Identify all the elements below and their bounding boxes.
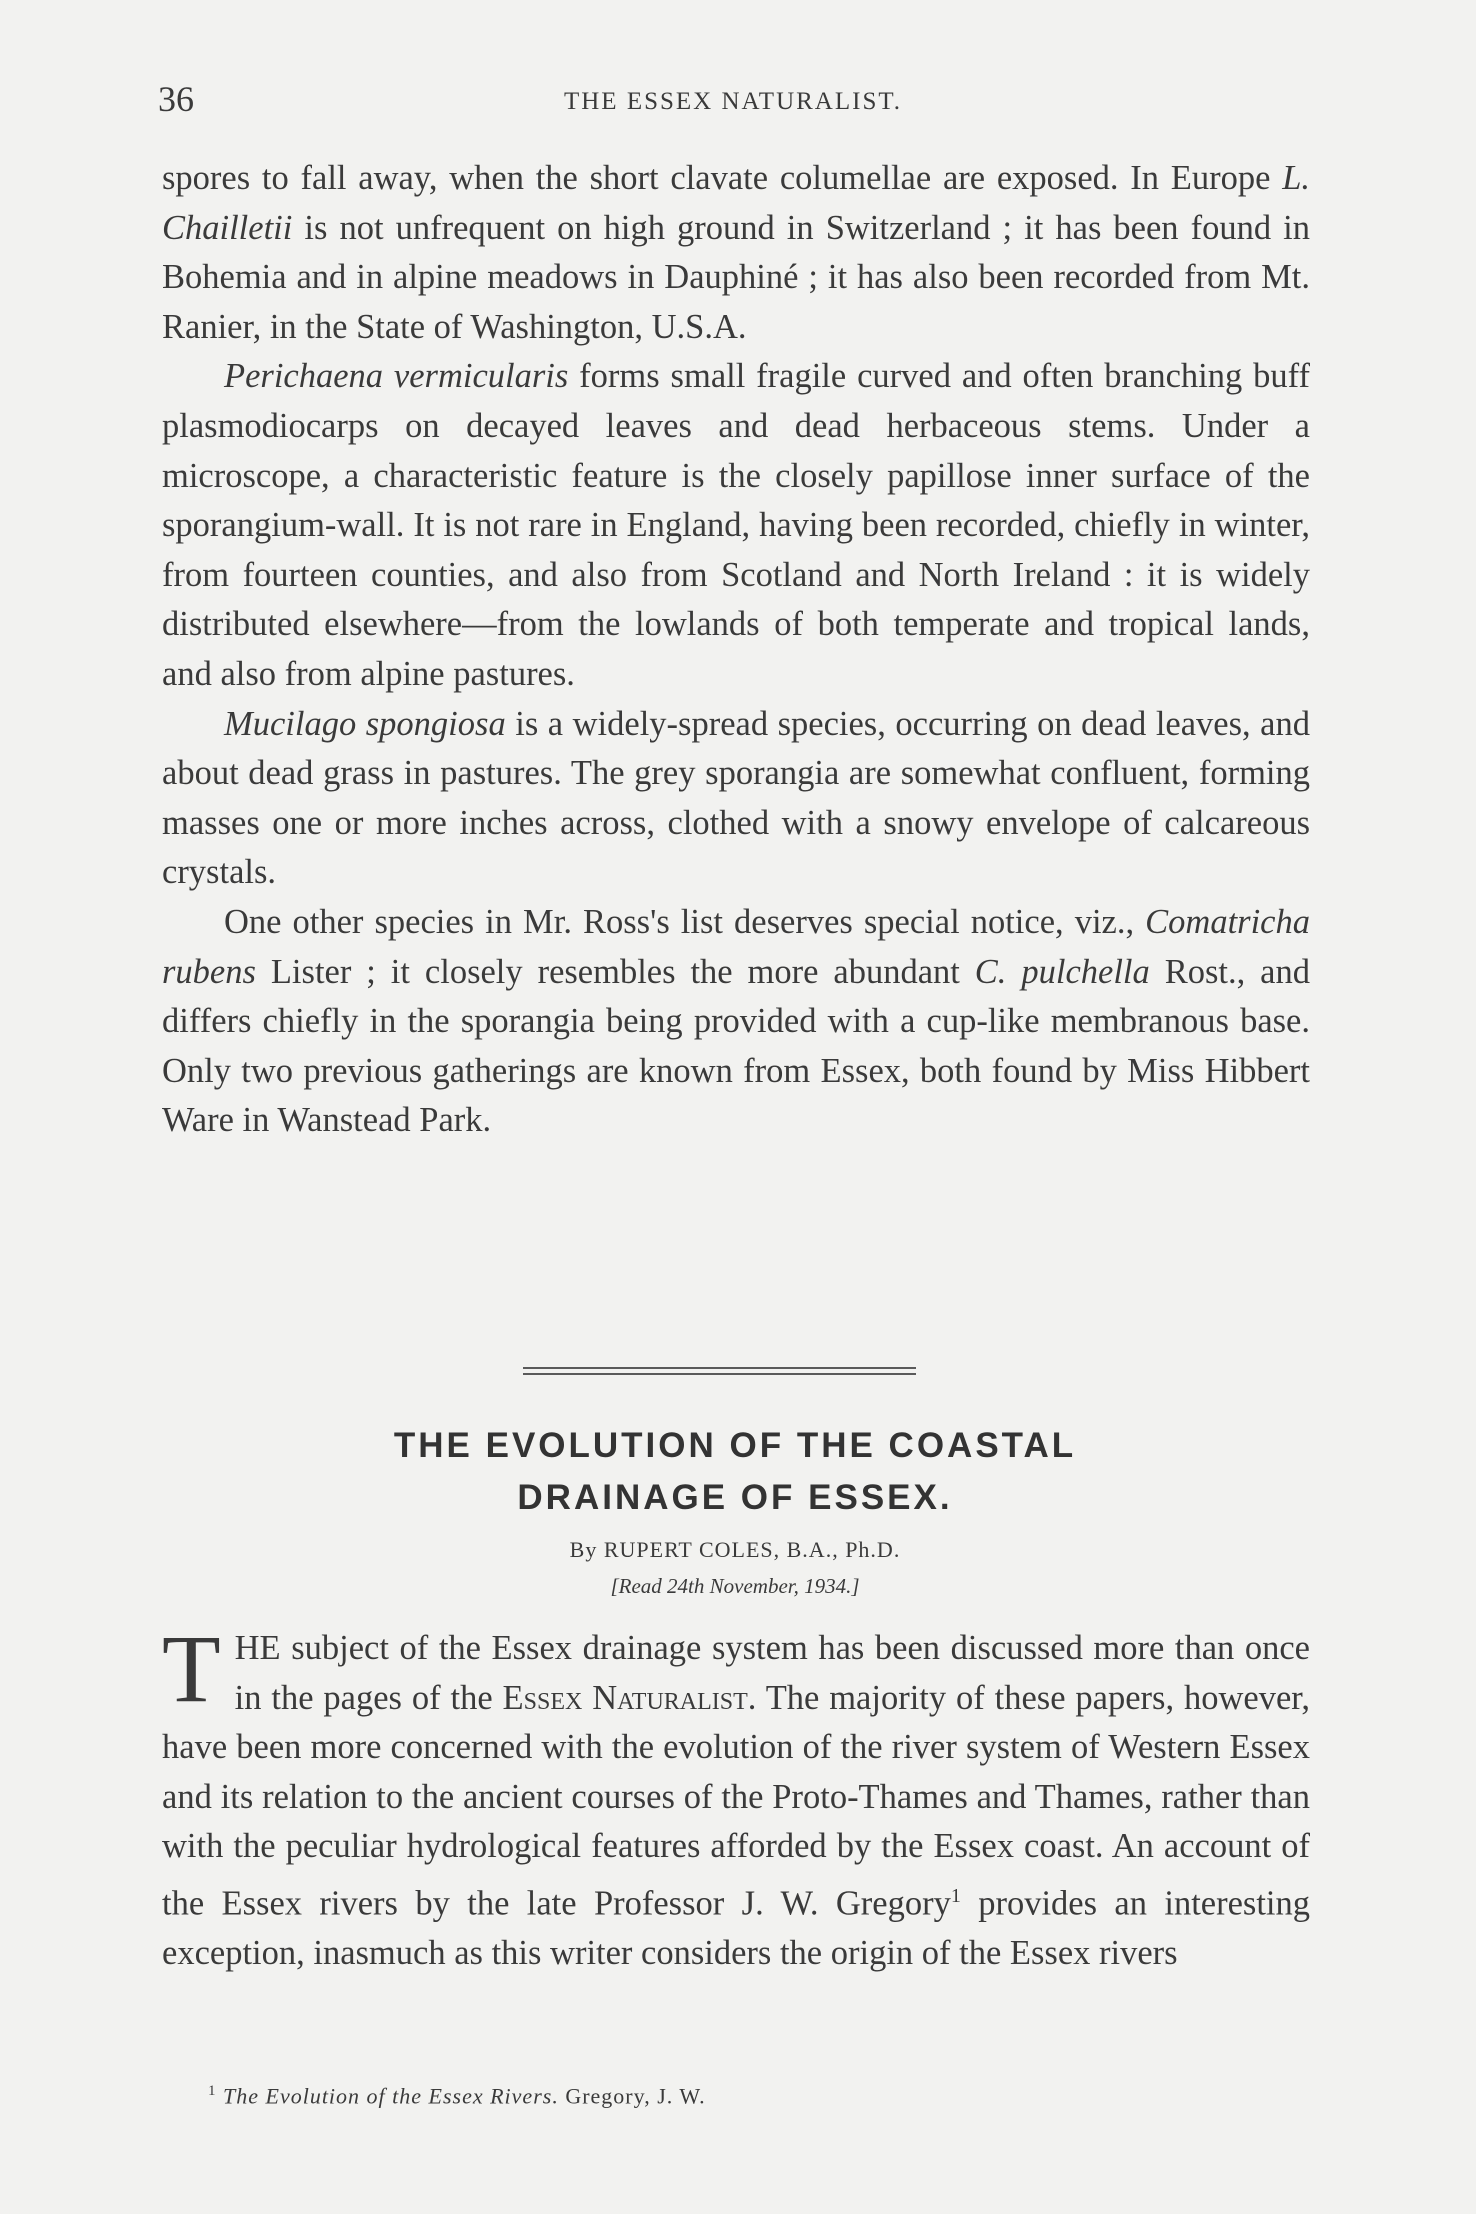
footnote-marker: 1: [208, 2083, 217, 2099]
paragraph-3: Mucilago spongiosa is a widely-spread species, occurring on dead leaves, and about dead grass in pastures. The grey sporangia are somewhat confluent, forming masses one or more inches across, clothed with a snowy envelope of calcareous crystals.: [162, 704, 1310, 892]
paragraph-4: One other species in Mr. Ross's list deserves special notice, viz., Comatricha rubens Lister ; it closely resembles the more abundant C. pulchella Rost., and differs chiefly in the sporangia being provided with a cup-like membranous base. Only two previous gatherings are known from Essex, both found by Miss Hibbert Ware in Wanstead Park.: [162, 902, 1310, 1140]
article-title-line-2: DRAINAGE OF ESSEX.: [517, 1478, 953, 1517]
article-body: [162, 1615, 1311, 1979]
journal-title: THE ESSEX NATURALIST.: [563, 88, 903, 115]
section-divider: [523, 1367, 916, 1379]
article-title-line-1: THE EVOLUTION OF THE COASTAL: [393, 1426, 1077, 1465]
page-number: 36: [158, 79, 194, 119]
article-paragraph: THE subject of the Essex drainage system has been discussed more than once in the pages of the Essex Naturalist. The majority of these papers, however, have been more concerned with the evolution of the river system of Western Essex and its relation to the ancient courses of the Proto-Thames and Thames, rather than with the peculiar hydrological features afforded by the Essex coast. An account of the Essex rivers by the late Professor J. W. Gregory$^1$ provides an interesting exception, inasmuch as this writer considers the origin of the Essex rivers: [162, 1615, 1311, 1973]
drop-cap: T: [162, 1615, 221, 1722]
paragraph-2: Perichaena vermicularis forms small fragile curved and often branching buff plasmodiocarps on decayed leaves and dead herbaceous stems. Under a microscope, a characteristic feature is the closely papillose inner surface of the sporangium-wall. It is not rare in England, having been recorded, chiefly in winter, from fourteen counties, and also from Scotland and North Ireland : it is widely distributed elsewhere—from the lowlands of both temperate and tropical lands, and also from alpine pastures.: [162, 357, 1310, 693]
byline: By RUPERT COLES, B.A., Ph.D.: [569, 1537, 901, 1562]
footnote-author: Gregory, J. W.: [565, 2083, 706, 2109]
footnote: [208, 2083, 706, 2109]
running-head: [158, 78, 1308, 128]
continued-text: [162, 154, 1310, 1146]
article-title: [160, 1420, 1310, 1524]
read-date: [Read 24th November, 1934.]: [610, 1574, 860, 1598]
footnote-title: The Evolution of the Essex Rivers.: [223, 2083, 559, 2109]
paragraph-1: spores to fall away, when the short clavate columellae are exposed. In Europe L. Chailletii is not unfrequent on high ground in Switzerland ; it has been found in Bohemia and in alpine meadows in Dauphiné ; it has also been recorded from Mt. Ranier, in the State of Washington, U.S.A.: [162, 159, 1310, 346]
